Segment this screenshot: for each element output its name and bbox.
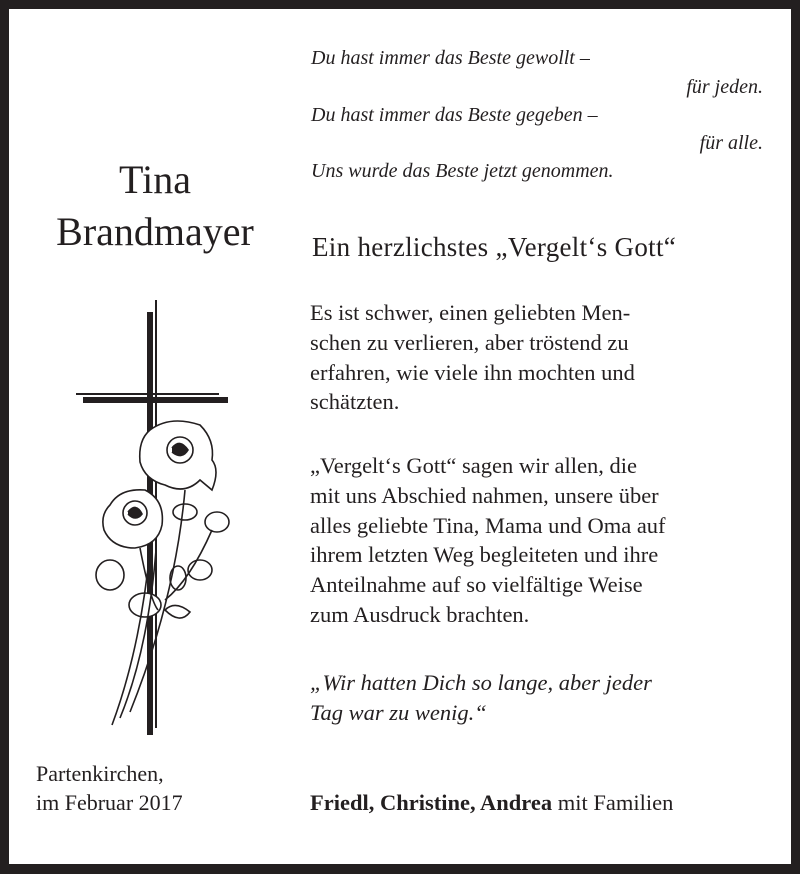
place: Partenkirchen, [36, 761, 164, 786]
text-line: schätzten. [310, 389, 400, 415]
signature-names: Friedl, Christine, Andrea [310, 790, 553, 815]
text-line: Tag war zu wenig.“ [310, 699, 487, 725]
signature [310, 788, 673, 818]
poem-line: Uns wurde das Beste jetzt genommen. [311, 160, 614, 182]
cross-with-roses-icon [0, 0, 300, 760]
signature-suffix: mit Familien [552, 790, 674, 815]
paragraph-2 [310, 451, 666, 630]
text-line: „Vergelt‘s Gott“ sagen wir allen, die [310, 453, 637, 478]
poem-line: Du hast immer das Beste gegeben – [311, 104, 598, 126]
deceased-last-name: Brandmayer [56, 209, 254, 254]
text-line: Anteilnahme auf so vielfältige Weise [310, 572, 643, 598]
poem-line: für alle. [699, 132, 763, 154]
text-line: schen zu verlieren, aber tröstend zu [310, 329, 629, 355]
date: im Februar 2017 [36, 790, 183, 815]
poem-line: Du hast immer das Beste gewollt – [311, 47, 590, 69]
place-date [36, 759, 183, 817]
deceased-first-name: Tina [119, 157, 191, 202]
quote [310, 668, 652, 728]
text-line: erfahren, wie viele ihn mochten und [310, 359, 635, 385]
text-line: alles geliebte Tina, Mama und Oma auf [310, 512, 666, 538]
text-line: ihrem letzten Weg begleiteten und ihre [310, 542, 659, 568]
paragraph-1 [310, 298, 635, 417]
text-line: Es ist schwer, einen geliebten Men- [310, 300, 631, 325]
heading: Ein herzlichstes „Vergelt‘s Gott“ [312, 232, 677, 262]
text-line: mit uns Abschied nahmen, unsere über [310, 482, 659, 508]
poem-line: für jeden. [686, 76, 763, 98]
text-line: zum Ausdruck brachten. [310, 601, 530, 627]
text-line: „Wir hatten Dich so lange, aber jeder [310, 670, 652, 695]
